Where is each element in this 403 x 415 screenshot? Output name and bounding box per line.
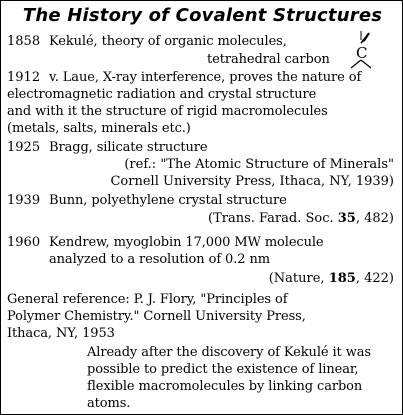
entry-reference: (Nature, 185, 422) — [268, 271, 394, 286]
note-line: flexible macromolecules by linking carbon — [87, 379, 363, 394]
entry-reference: (ref.: "The Atomic Structure of Minerals" — [124, 157, 394, 172]
general-reference-line: Polymer Chemistry." Cornell University Press, — [7, 309, 306, 324]
entry-text: Kekulé, theory of organic molecules, — [49, 34, 287, 49]
note-line: atoms. — [87, 396, 131, 411]
general-reference-line: General reference: P. J. Flory, "Principles of — [7, 292, 288, 307]
entry-year: 1960 — [7, 235, 41, 250]
entry-reference: Cornell University Press, Ithaca, NY, 1939) — [110, 174, 394, 189]
page-title: The History of Covalent Structures — [22, 5, 383, 26]
entry-text: (metals, salts, minerals etc.) — [7, 121, 191, 136]
entry-year: 1939 — [7, 193, 41, 208]
entry-text: v. Laue, X-ray interference, proves the nature of — [49, 70, 362, 85]
note-line: possible to predict the existence of linear, — [87, 362, 359, 377]
entry-text: Bunn, polyethylene crystal structure — [49, 193, 287, 208]
tetrahedral-carbon-icon — [341, 29, 381, 71]
entry-year: 1925 — [7, 140, 41, 155]
entry-text: analyzed to a resolution of 0.2 nm — [49, 252, 270, 267]
entry-text: Kendrew, myoglobin 17,000 MW molecule — [49, 235, 324, 250]
entry-year: 1858 — [7, 34, 41, 49]
entry-text: Bragg, silicate structure — [49, 140, 208, 155]
carbon-label: C — [356, 44, 368, 62]
general-reference-line: Ithaca, NY, 1953 — [7, 326, 115, 341]
entry-reference: (Trans. Farad. Soc. 35, 482) — [208, 211, 394, 226]
entry-text: electromagnetic radiation and crystal structure — [7, 87, 317, 102]
entry-text: tetrahedral carbon — [207, 52, 330, 67]
entry-text: and with it the structure of rigid macromolecules — [7, 104, 328, 119]
note-line: Already after the discovery of Kekulé it was — [87, 345, 371, 360]
entry-year: 1912 — [7, 70, 41, 85]
